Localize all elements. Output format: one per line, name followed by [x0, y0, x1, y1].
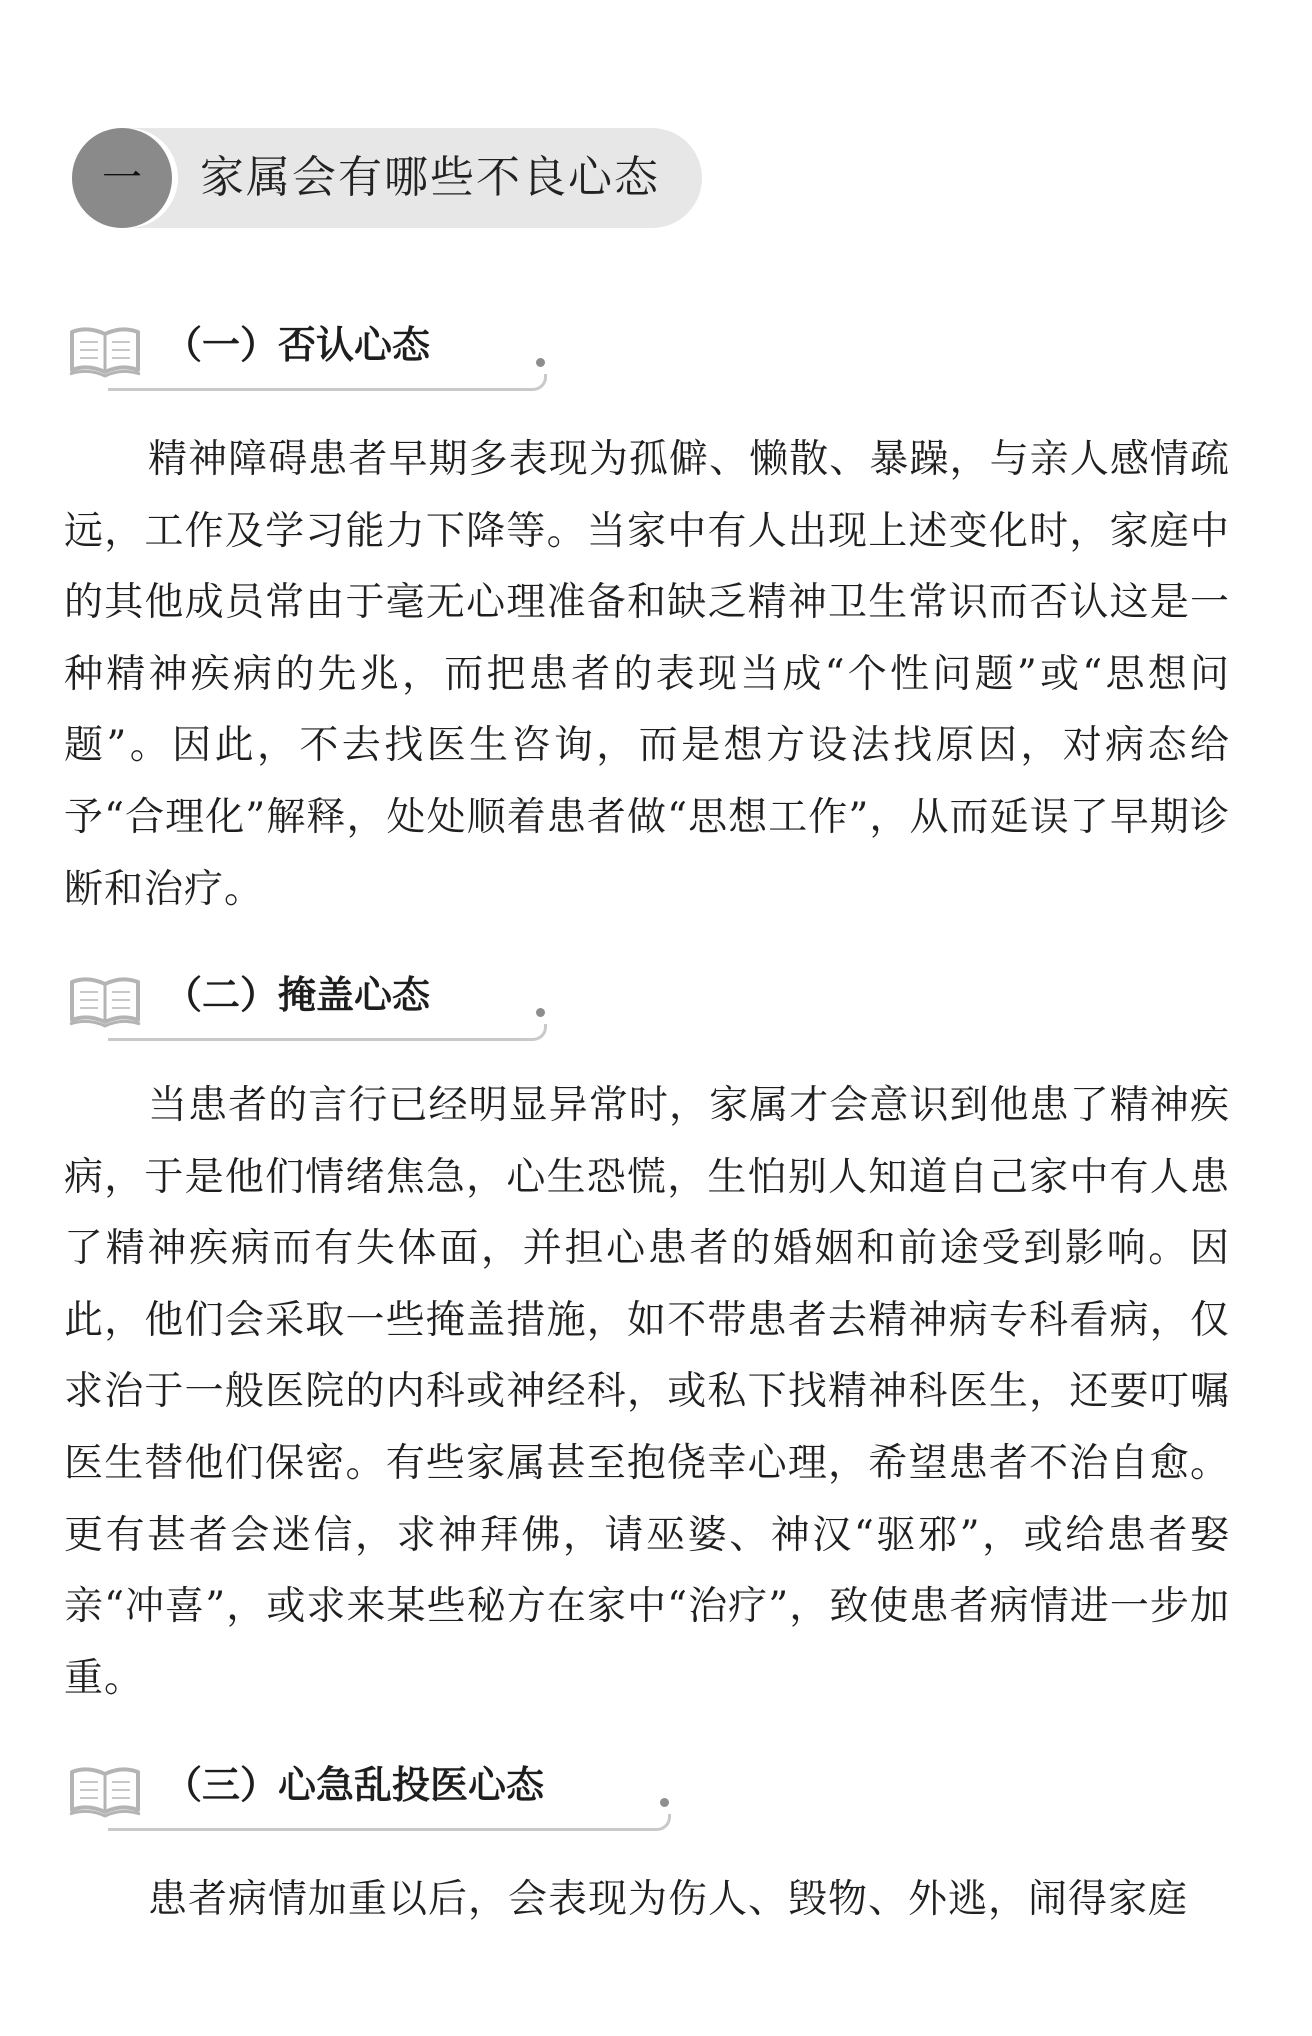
section-heading-label: （三）心急乱投医心态	[164, 1763, 545, 1807]
heading-tip-dot	[660, 1798, 669, 1807]
section-2-paragraph: 当患者的言行已经明显异常时，家属才会意识到他患了精神疾病，于是他们情绪焦急，心生恐慌，生怕别人知道自己家中有人患了精神疾病而有失体面，并担心患者的婚姻和前途受到影响。因此，他们会采取一些掩盖措施，如不带患者去精神病专科看病，仅求治于一般医院的内科或神经科，或私下找精神科医生，还要叮嘱医生替他们保密。有些家属甚至抱侥幸心理，希望患者不治自愈。更有甚者会迷信，求神拜佛，请巫婆、神汉“驱邪”，或给患者娶亲“冲喜”，或求来某些秘方在家中“治疗”，致使患者病情进一步加重。	[64, 1083, 1230, 1701]
section-3-paragraph: 患者病情加重以后，会表现为伤人、毁物、外逃，闹得家庭	[148, 1877, 1189, 1922]
section-heading-label: （二）掩盖心态	[164, 973, 431, 1017]
open-book-icon	[68, 320, 142, 378]
open-book-icon	[68, 970, 142, 1028]
chapter-heading	[72, 128, 702, 228]
heading-underline	[108, 374, 547, 391]
section-1-paragraph: 精神障碍患者早期多表现为孤僻、懒散、暴躁，与亲人感情疏远，工作及学习能力下降等。当家中有人出现上述变化时，家庭中的其他成员常由于毫无心理准备和缺乏精神卫生常识而否认这是一种精神疾病的先兆，而把患者的表现当成“个性问题”或“思想问题”。因此，不去找医生咨询，而是想方设法找原因，对病态给予“合理化”解释，处处顺着患者做“思想工作”，从而延误了早期诊断和治疗。	[64, 437, 1230, 912]
chapter-number-badge: 一	[72, 128, 172, 228]
heading-underline	[108, 1024, 547, 1041]
heading-tip-dot	[536, 358, 545, 367]
open-book-icon	[68, 1760, 142, 1818]
heading-underline	[108, 1814, 671, 1831]
chapter-title: 家属会有哪些不良心态	[200, 152, 660, 203]
section-heading-label: （一）否认心态	[164, 323, 431, 367]
heading-tip-dot	[536, 1008, 545, 1017]
